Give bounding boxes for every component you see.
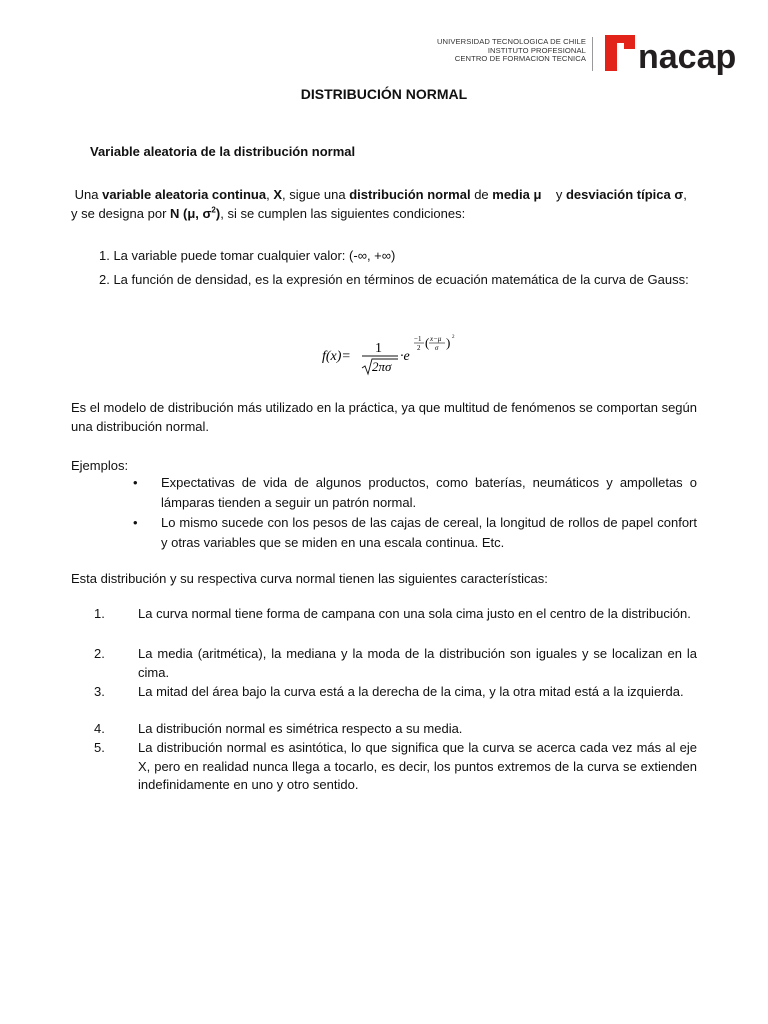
formula-exp-den: 2 [417,344,421,352]
institution-line-3: CENTRO DE FORMACION TECNICA [454,54,586,64]
institution-lines [420,38,586,64]
formula-exp-power: 2 [452,335,455,340]
formula-exp-num: −1 [414,335,422,343]
characteristics-intro: Esta distribución y su respectiva curva normal tienen las siguientes características: [71,571,548,586]
institution-line-2: INSTITUTO PROFESIONAL [487,45,586,55]
header-divider [592,37,593,71]
page-title: DISTRIBUCIÓN NORMAL [300,86,468,102]
condition-2: 2. La función de densidad, es la expresión en términos de ecuación matemática de la curva de Gauss: [99,272,689,287]
characteristic-item: 1. La curva normal tiene forma de campana con una sola cima justo en el centro de la distribución. [94,606,691,621]
formula-numerator: 1 [375,341,382,356]
model-paragraph: Es el modelo de distribución más utilizado en la práctica, ya que multitud de fenómenos se comportan según una distribución normal. [71,400,697,434]
example-item: • Lo mismo sucede con los pesos de las cajas de cereal, la longitud de rollos de papel confort y otras variables que se miden en una escala continua. Etc. [133,515,697,550]
characteristic-item: 2. La media (aritmética), la mediana y la moda de la distribución son iguales y se localizan en la cima. [94,646,697,680]
characteristic-item: 4. La distribución normal es simétrica respecto a su media. [94,721,463,736]
example-item: • Expectativas de vida de algunos productos, como baterías, neumáticos y ampolletas o lámparas tienden a seguir un patrón normal. [133,475,697,510]
formula-exp-frac-den: σ [435,344,439,352]
examples-label: Ejemplos: [71,458,129,473]
logo-text: nacap [638,38,737,75]
inacap-logo [605,33,747,75]
intro-paragraph [71,185,697,223]
svg-text:): ) [446,335,451,350]
section-subtitle: Variable aleatoria de la distribución normal [90,144,356,159]
formula-exp-frac-num: x−μ [430,335,442,343]
characteristic-item: 3. La mitad del área bajo la curva está a la derecha de la cima, y la otra mitad está a la izquierda. [94,684,684,699]
condition-1: 1. La variable puede tomar cualquier valor: (-∞, +∞) [99,248,396,263]
formula-exp-base: ·e [400,349,410,364]
svg-text:(: ( [425,335,430,350]
bullet-icon: • [133,515,138,530]
intro-line-2: y se designa por N (μ, $\sigma^2$), si se cumplen las siguientes condiciones: [71,205,466,221]
bullet-icon: • [133,475,138,490]
intro-line-1: Una variable aleatoria continua, X, sigue una distribución normal de media μ y desviación típica σ, [74,187,687,202]
characteristic-item: 5. La distribución normal es asintótica, lo que significa que la curva se acerca cada vez más al eje X, pero en realidad nunca llega a tocarlo, es decir, los puntos extremos de la curva se extienden indefinidamente en uno y otro sentido. [94,740,697,792]
gauss-density-formula [318,330,478,376]
formula-lhs: f(x)= [322,349,351,364]
institution-line-1: UNIVERSIDAD TECNOLOGICA DE CHILE [436,37,586,46]
formula-denominator: 2πσ [372,359,392,374]
